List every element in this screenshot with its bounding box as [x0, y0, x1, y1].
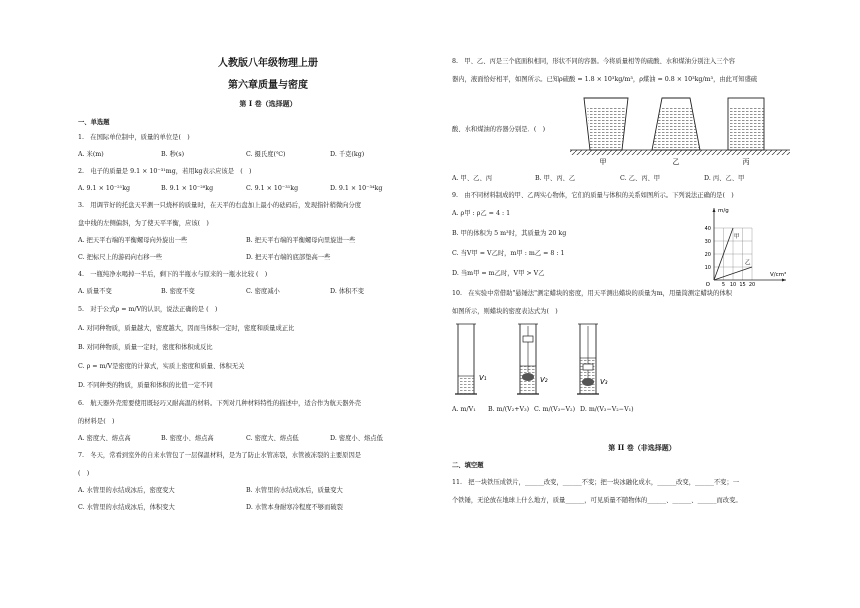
label-v3: V₃ [600, 378, 608, 386]
q5-option-a: A. 对同种物质，质量越大，密度越大，因而当体积一定时，密度和质量成正比 [78, 325, 295, 332]
q6-option-c: C. 密度大、熔点低 [246, 435, 299, 442]
q9-option-a: A. ρ甲 : ρ乙 = 4 : 1 [452, 210, 511, 217]
q8-option-c: C. 乙、丙、甲 [620, 175, 661, 182]
q6-option-d: D. 密度小、熔点低 [330, 435, 383, 442]
q10-option-a: A. m/V₁ [452, 406, 476, 413]
wax-block [523, 336, 533, 342]
x-tick-10: 10 [729, 282, 737, 286]
x-axis-label: V/cm³ [770, 272, 787, 278]
y-axis-label: m/g [718, 208, 729, 214]
label-yi: 乙 [672, 158, 680, 166]
x-tick-20: 20 [748, 282, 756, 286]
cylinder-2 [517, 324, 548, 394]
q6-stem-line1: 6. 航天器外壳需要使用既轻巧又耐高温的材料。下列对几种材料特性的描述中，适合作为航天器外壳 [78, 400, 362, 407]
q7-option-c: C. 水管里的水结成冰后，体积变大 [78, 504, 175, 511]
q10-stem-line2: 如图所示，则蜡块的密度表达式为( ) [452, 308, 558, 315]
q5-stem: 5. 对于公式ρ = m/V的认识，说法正确的是 ( ) [78, 306, 218, 313]
cylinder-1 [455, 324, 487, 394]
q3-option-a: A. 把天平右端的平衡螺母向外旋出一些 [78, 237, 188, 244]
q10-cylinders-figure [452, 320, 652, 400]
series-yi-label: 乙 [745, 260, 751, 266]
cylinder-3 [577, 324, 608, 394]
q7-option-a: A. 水管里的水结成冰后，密度变大 [78, 487, 175, 494]
q9-option-d: D. 当m甲 = m乙时，V甲 > V乙 [452, 270, 545, 277]
section-fill-blank: 二、填空题 [452, 462, 484, 469]
q10-stem-line1: 10. 在实验中常借助"悬锤法"测定蜡块的密度，用天平测出蜡块的质量为m，用量筒测定蜡块的体积 [452, 290, 732, 297]
q8-option-a: A. 甲、乙、丙 [452, 175, 493, 182]
origin-label: O [705, 282, 710, 286]
part-one-heading: 第 I 卷（选择题） [239, 99, 297, 108]
label-bing: 丙 [742, 158, 750, 166]
part-two-heading: 第 II 卷（非选择题） [608, 443, 676, 452]
q7-stem-line1: 7. 冬天，常看到室外的自来水管包了一层保温材料，是为了防止水管冻裂，水管被冻裂的主要原因是 [78, 452, 362, 459]
q7-stem-line2: ( ) [78, 470, 90, 477]
exam-title: 人教版八年级物理上册 [218, 58, 318, 69]
q2-option-a: A. 9.1 × 10⁻²¹kg [78, 185, 131, 192]
label-v1: V₁ [479, 374, 487, 382]
q1-option-c: C. 摄氏度(℃) [246, 151, 286, 158]
label-jia: 甲 [599, 158, 607, 166]
q9-option-b: B. 甲的体积为 5 m³时，其质量为 20 kg [452, 230, 567, 237]
q4-option-c: C. 密度减小 [246, 288, 280, 295]
y-tick-40: 40 [704, 226, 711, 232]
q8-option-d: D. 丙、乙、甲 [704, 175, 745, 182]
ground-hatch [570, 150, 790, 155]
q10-option-b: B. m/(V₂+V₃) [488, 406, 530, 413]
label-v2: V₂ [540, 376, 548, 384]
q4-stem: 4. 一瓶纯净水喝掉一半后，剩下的半瓶水与原来的一瓶水比较 ( ) [78, 271, 268, 278]
q9-mass-volume-graph [700, 204, 792, 286]
q5-option-d: D. 不同种类的物质，质量和体积的比值一定不同 [78, 382, 213, 389]
q2-option-b: B. 9.1 × 10⁻²⁸kg [161, 185, 214, 192]
q5-option-b: B. 对同种物质，质量一定时，密度和体积成反比 [78, 344, 213, 351]
q2-option-d: D. 9.1 × 10⁻³⁴kg [330, 185, 383, 192]
q8-containers-figure [570, 92, 790, 170]
q3-stem-line1: 3. 用调节好的托盘天平测一只烧杯的质量时，在天平的右盘加上最小的砝码后，发现指针稍微向分度 [78, 202, 362, 209]
q1-option-b: B. 秒(s) [161, 151, 185, 158]
liquid-jia [587, 106, 626, 150]
q8-stem-line3: 酸、水和煤油的容器分别是．( ) [452, 126, 546, 133]
q5-option-c: C. ρ = m/V是密度的计算式，实质上密度和质量、体积无关 [78, 363, 245, 370]
q11-line1: 11. 把一块铁压成铁片，______改变，______不变；把一块冰融化成水，______改变，______不变；一 [452, 479, 740, 486]
q6-stem-line2: 的材料是( ) [78, 418, 115, 425]
q4-option-a: A. 质量不变 [78, 288, 112, 295]
y-tick-30: 30 [704, 239, 711, 245]
q3-option-c: C. 把标尺上的游码向右移一些 [78, 254, 163, 261]
q8-stem-line2: 器内，液面恰好相平，如图所示。已知ρ硫酸 = 1.8 × 10³kg/m³，ρ煤油 = 0.8 × 10³kg/m³，由此可知盛硫 [452, 76, 758, 83]
q6-option-a: A. 密度大、熔点高 [78, 435, 131, 442]
x-tick-5: 5 [721, 282, 726, 286]
q4-option-b: B. 密度不变 [161, 288, 195, 295]
y-tick-10: 10 [704, 265, 711, 271]
q8-stem-line1: 8. 甲、乙、丙是三个底面积相同，形状不同的容器。今将质量相等的硫酸、水和煤油分别注入三个容 [452, 58, 736, 65]
q2-option-c: C. 9.1 × 10⁻³¹kg [246, 185, 299, 192]
x-tick-15: 15 [739, 282, 746, 286]
q3-option-b: B. 把天平右端的平衡螺母向里旋进一些 [246, 237, 356, 244]
q3-stem-line2: 盘中线的左侧偏斜，为了使天平平衡，应该( ) [78, 220, 209, 227]
q1-stem: 1. 在国际单位制中，质量的单位是( ) [78, 134, 190, 141]
q8-option-b: B. 甲、丙、乙 [535, 175, 576, 182]
q10-option-d: D. m/(V₃−V₂−V₁) [580, 406, 634, 413]
section-single-choice: 一、单选题 [78, 119, 110, 126]
q11-line2: 个铁锤，无论放在地球上什么地方，质量______，可见质量不随物体的______、______、______而改变。 [452, 497, 742, 504]
liquid-yi [652, 106, 700, 150]
q1-option-a: A. 米(m) [78, 151, 104, 158]
y-tick-20: 20 [704, 252, 711, 258]
q1-option-d: D. 千克(kg) [330, 151, 365, 158]
q9-option-c: C. 当V甲 = V乙时，m甲 : m乙 = 8 : 1 [452, 250, 565, 257]
exam-subtitle: 第六章质量与密度 [228, 80, 308, 91]
q10-option-c: C. m/(V₃−V₂) [534, 406, 576, 413]
q3-option-d: D. 把天平右端的底部垫高一些 [246, 254, 331, 261]
q2-stem: 2. 电子的质量是 9.1 × 10⁻³¹mg，若用kg表示应该是 ( ) [78, 168, 252, 175]
q9-stem: 9. 由不同材料制成的甲、乙两实心物体，它们的质量与体积的关系如图所示。下列说法正确的是( ) [452, 192, 734, 199]
q6-option-b: B. 密度小、熔点高 [161, 435, 214, 442]
series-jia-label: 甲 [734, 234, 740, 240]
q7-option-d: D. 水管本身耐寒冷程度不够而破裂 [246, 504, 343, 511]
liquid-bing [728, 106, 764, 150]
q7-option-b: B. 水管里的水结成冰后，质量变大 [246, 487, 343, 494]
sinker-weight [522, 373, 534, 381]
q4-option-d: D. 体积不变 [330, 288, 365, 295]
